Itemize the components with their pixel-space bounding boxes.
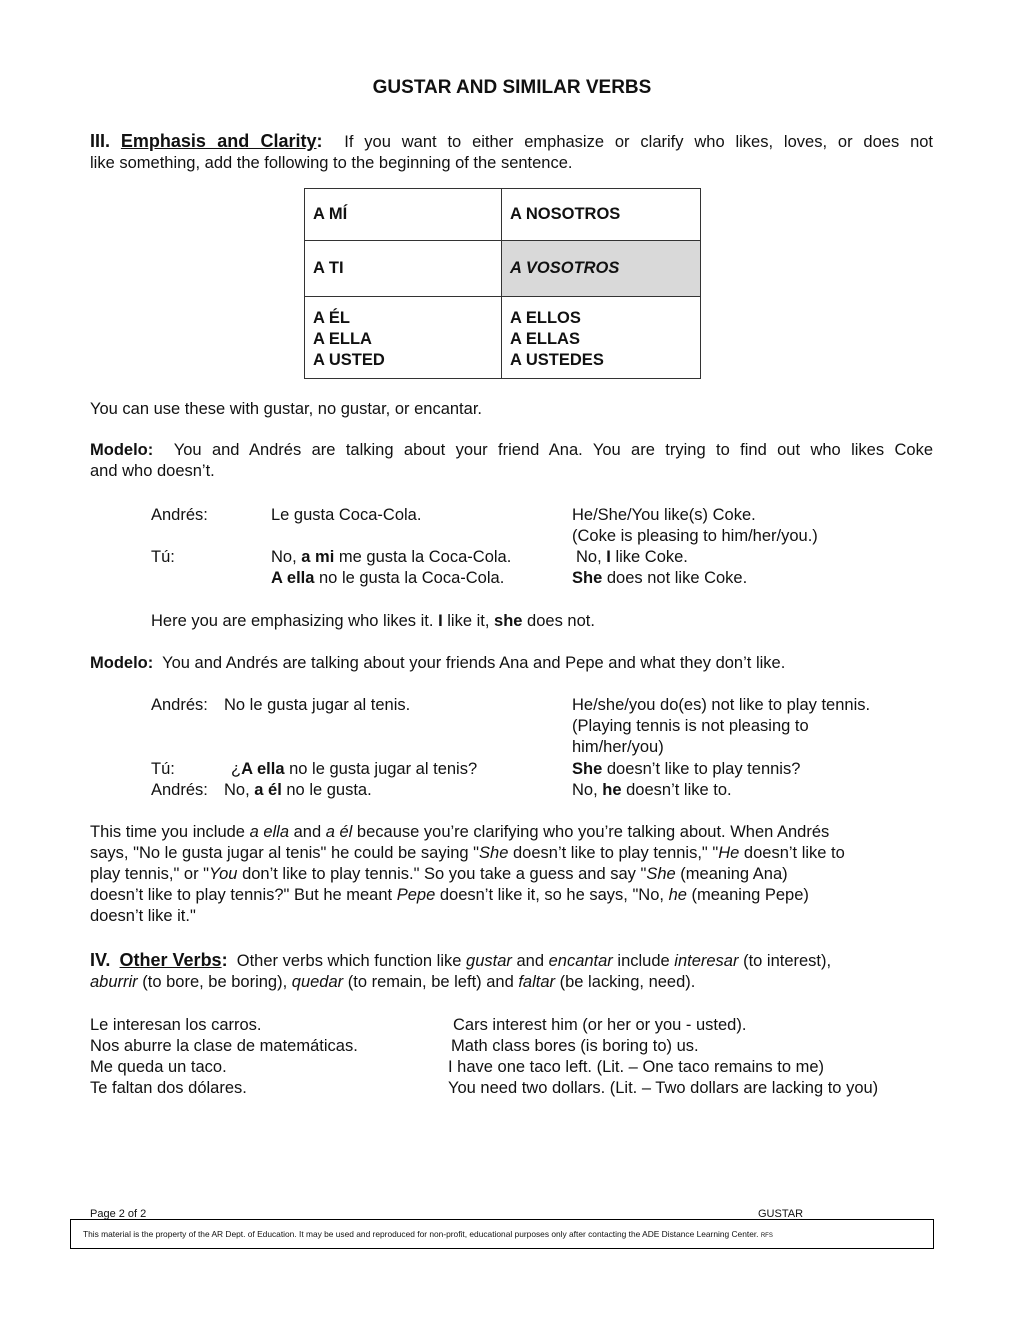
- dialogue-english: [572, 568, 747, 589]
- example-spanish: Te faltan dos dólares.: [90, 1079, 247, 1097]
- text-run: me gusta la Coca-Cola.: [334, 548, 512, 566]
- use-note: You can use these with gustar, no gustar, or encantar.: [90, 400, 482, 418]
- emphasis-run: a mi: [301, 548, 335, 566]
- speaker-tu: Tú:: [151, 760, 175, 778]
- section-3-intro: [90, 131, 933, 174]
- dialogue-english: He/she/you do(es) not like to play tennis.: [572, 696, 871, 714]
- text-run: and: [511, 952, 549, 970]
- text-run: doesn’t like to play tennis?: [602, 760, 801, 778]
- dialogue-english: [576, 547, 688, 568]
- italic-run: faltar: [518, 973, 556, 991]
- emphasis-run: A ella: [271, 569, 315, 587]
- text-run: does not.: [522, 612, 595, 630]
- italic-run: gustar: [466, 952, 512, 970]
- dialogue-english: (Playing tennis is not pleasing to: [572, 717, 809, 735]
- text-run: This time you include: [90, 823, 250, 841]
- emphasis-run: A ella: [241, 760, 285, 778]
- text-run: Other verbs which function like: [236, 952, 467, 970]
- example-english: Math class bores (is boring to) us.: [451, 1037, 699, 1055]
- text-run: don’t like to play tennis." So you take a guess and say ": [237, 865, 647, 883]
- text-run: include: [612, 952, 675, 970]
- dialogue-english: [572, 759, 800, 780]
- section-3-numeral: III.: [90, 131, 111, 151]
- pronoun-line: A ELLAS: [510, 330, 580, 348]
- italic-run: encantar: [548, 952, 613, 970]
- pronoun-cell: [305, 297, 502, 379]
- text-run: no le gusta jugar al tenis?: [284, 760, 478, 778]
- section-3-heading: Emphasis and Clarity: [120, 131, 317, 151]
- dialogue-english: [572, 780, 732, 801]
- pronoun-table: [304, 188, 701, 379]
- section-4-line-1: [90, 950, 831, 972]
- example-spanish: Me queda un taco.: [90, 1058, 227, 1076]
- pronoun-cell: A NOSOTROS: [502, 189, 701, 241]
- text-run: because you’re clarifying who you’re talking about. When Andrés: [352, 823, 830, 841]
- text-run: and: [289, 823, 326, 841]
- text-run: doesn’t like to: [739, 844, 845, 862]
- explanation-line: doesn’t like it.": [90, 907, 196, 925]
- dialogue-spanish: [231, 759, 477, 780]
- footer-notice: This material is the property of the AR Dept. of Education. It may be used and reproduced for non-profit, educational purposes only after contacting the ADE Distance Learning Center.: [83, 1229, 759, 1239]
- modelo-label: Modelo:: [90, 654, 154, 672]
- modelo-1-line-1: [90, 440, 933, 461]
- text-run: doesn’t like to play tennis?" But he meant: [90, 886, 397, 904]
- text-run: Here you are emphasizing who likes it.: [151, 612, 439, 630]
- dialogue-spanish: [271, 568, 504, 589]
- italic-run: a ella: [249, 823, 290, 841]
- text-run: like Coke.: [610, 548, 688, 566]
- text-run: (be lacking, need).: [555, 973, 696, 991]
- modelo-label: Modelo:: [90, 441, 154, 459]
- text-run: no le gusta la Coca-Cola.: [314, 569, 505, 587]
- pronoun-line: A ELLOS: [510, 309, 581, 327]
- dialogue-spanish: [224, 780, 372, 801]
- modelo-1-text-1: You and Andrés are talking about your friend Ana. You are trying to find out who likes Coke: [173, 441, 934, 459]
- explanation-line: [90, 864, 788, 885]
- example-spanish: Le interesan los carros.: [90, 1016, 262, 1034]
- section-3-colon: :: [316, 131, 323, 151]
- text-run: doesn’t like to.: [621, 781, 732, 799]
- pronoun-cell: [502, 297, 701, 379]
- speaker-andres: Andrés:: [151, 696, 208, 714]
- emphasis-run: I: [438, 612, 443, 630]
- modelo-1-intro: [90, 440, 933, 482]
- dialogue-spanish: No le gusta jugar al tenis.: [224, 696, 411, 714]
- text-run: No,: [572, 781, 603, 799]
- modelo-2-intro: [90, 653, 785, 674]
- emphasis-run: I: [606, 548, 611, 566]
- explanation-line: [90, 822, 829, 843]
- pronoun-cell: A TI: [305, 241, 502, 297]
- dialogue-spanish: [271, 547, 511, 568]
- emphasis-run: he: [602, 781, 622, 799]
- section-3-line-1: [90, 131, 933, 153]
- page-title: GUSTAR AND SIMILAR VERBS: [372, 77, 652, 98]
- italic-run: She: [479, 844, 509, 862]
- italic-run: He: [718, 844, 740, 862]
- italic-run: aburrir: [90, 973, 138, 991]
- section-3-intro-text-2: like something, add the following to the beginning of the sentence.: [90, 154, 573, 172]
- italic-run: Pepe: [396, 886, 436, 904]
- footer-notice-box: [70, 1219, 934, 1249]
- section-4-line-2: [90, 972, 695, 993]
- example-english: I have one taco left. (Lit. – One taco remains to me): [448, 1058, 825, 1076]
- pronoun-cell-shaded: A VOSOTROS: [502, 241, 701, 297]
- pronoun-line: A USTED: [313, 351, 385, 369]
- text-run: No,: [576, 548, 607, 566]
- text-run: like it,: [442, 612, 495, 630]
- pronoun-line: A ELLA: [313, 330, 372, 348]
- pronoun-table-row: [305, 297, 701, 379]
- text-run: does not like Coke.: [602, 569, 748, 587]
- explanation-line: [90, 843, 845, 864]
- modelo-1-text-2: and who doesn’t.: [90, 462, 215, 480]
- emphasis-run: she: [494, 612, 523, 630]
- pronoun-table-row: [305, 189, 701, 241]
- pronoun-line: A USTEDES: [510, 351, 604, 369]
- text-run: (to interest),: [738, 952, 832, 970]
- footer-page-number: Page 2 of 2: [90, 1208, 147, 1220]
- example-english: You need two dollars. (Lit. – Two dollars are lacking to you): [448, 1079, 879, 1097]
- emphasis-run: a él: [254, 781, 282, 799]
- dialogue-english: (Coke is pleasing to him/her/you.): [572, 527, 818, 545]
- text-run: (meaning Pepe): [686, 886, 809, 904]
- speaker-tu: Tú:: [151, 548, 175, 566]
- italic-run: She: [646, 865, 676, 883]
- example-spanish: Nos aburre la clase de matemáticas.: [90, 1037, 358, 1055]
- pronoun-line: A ÉL: [313, 309, 350, 327]
- text-run: No,: [271, 548, 302, 566]
- text-run: doesn’t like it, so he says, "No,: [435, 886, 669, 904]
- speaker-andres: Andrés:: [151, 781, 208, 799]
- text-run: ¿: [231, 760, 242, 778]
- text-run: doesn’t like to play tennis," ": [508, 844, 719, 862]
- italic-run: interesar: [674, 952, 739, 970]
- example-english: Cars interest him (or her or you - usted).: [453, 1016, 747, 1034]
- dialogue-english: He/She/You like(s) Coke.: [572, 506, 756, 524]
- section-3-intro-text-1: If you want to either emphasize or clarify who likes, loves, or does not: [344, 133, 934, 151]
- explanation-line: [90, 885, 809, 906]
- text-run: says, "No le gusta jugar al tenis" he could be saying ": [90, 844, 480, 862]
- footer-initials: RFS: [760, 1233, 773, 1239]
- pronoun-cell: A MÍ: [305, 189, 502, 241]
- text-run: no le gusta.: [281, 781, 372, 799]
- italic-run: he: [668, 886, 687, 904]
- speaker-andres: Andrés:: [151, 506, 208, 524]
- section-4-colon: :: [221, 950, 228, 970]
- text-run: play tennis," or ": [90, 865, 210, 883]
- dialogue-spanish: Le gusta Coca-Cola.: [271, 506, 422, 524]
- italic-run: a él: [325, 823, 353, 841]
- text-run: (to remain, be left) and: [343, 973, 519, 991]
- section-4-numeral: IV.: [90, 950, 111, 970]
- text-run: (meaning Ana): [675, 865, 788, 883]
- modelo-2-text-1: You and Andrés are talking about your friends Ana and Pepe and what they don’t like.: [162, 654, 786, 672]
- footer-topic: GUSTAR: [758, 1208, 804, 1220]
- text-run: No,: [224, 781, 255, 799]
- modelo-1-note: [151, 611, 595, 632]
- section-4-heading: Other Verbs: [119, 950, 222, 970]
- italic-run: quedar: [291, 973, 344, 991]
- emphasis-run: She: [572, 760, 603, 778]
- pronoun-table-row: [305, 241, 701, 297]
- text-run: (to bore, be boring),: [137, 973, 292, 991]
- emphasis-run: She: [572, 569, 603, 587]
- italic-run: You: [209, 865, 238, 883]
- dialogue-english: him/her/you): [572, 738, 664, 756]
